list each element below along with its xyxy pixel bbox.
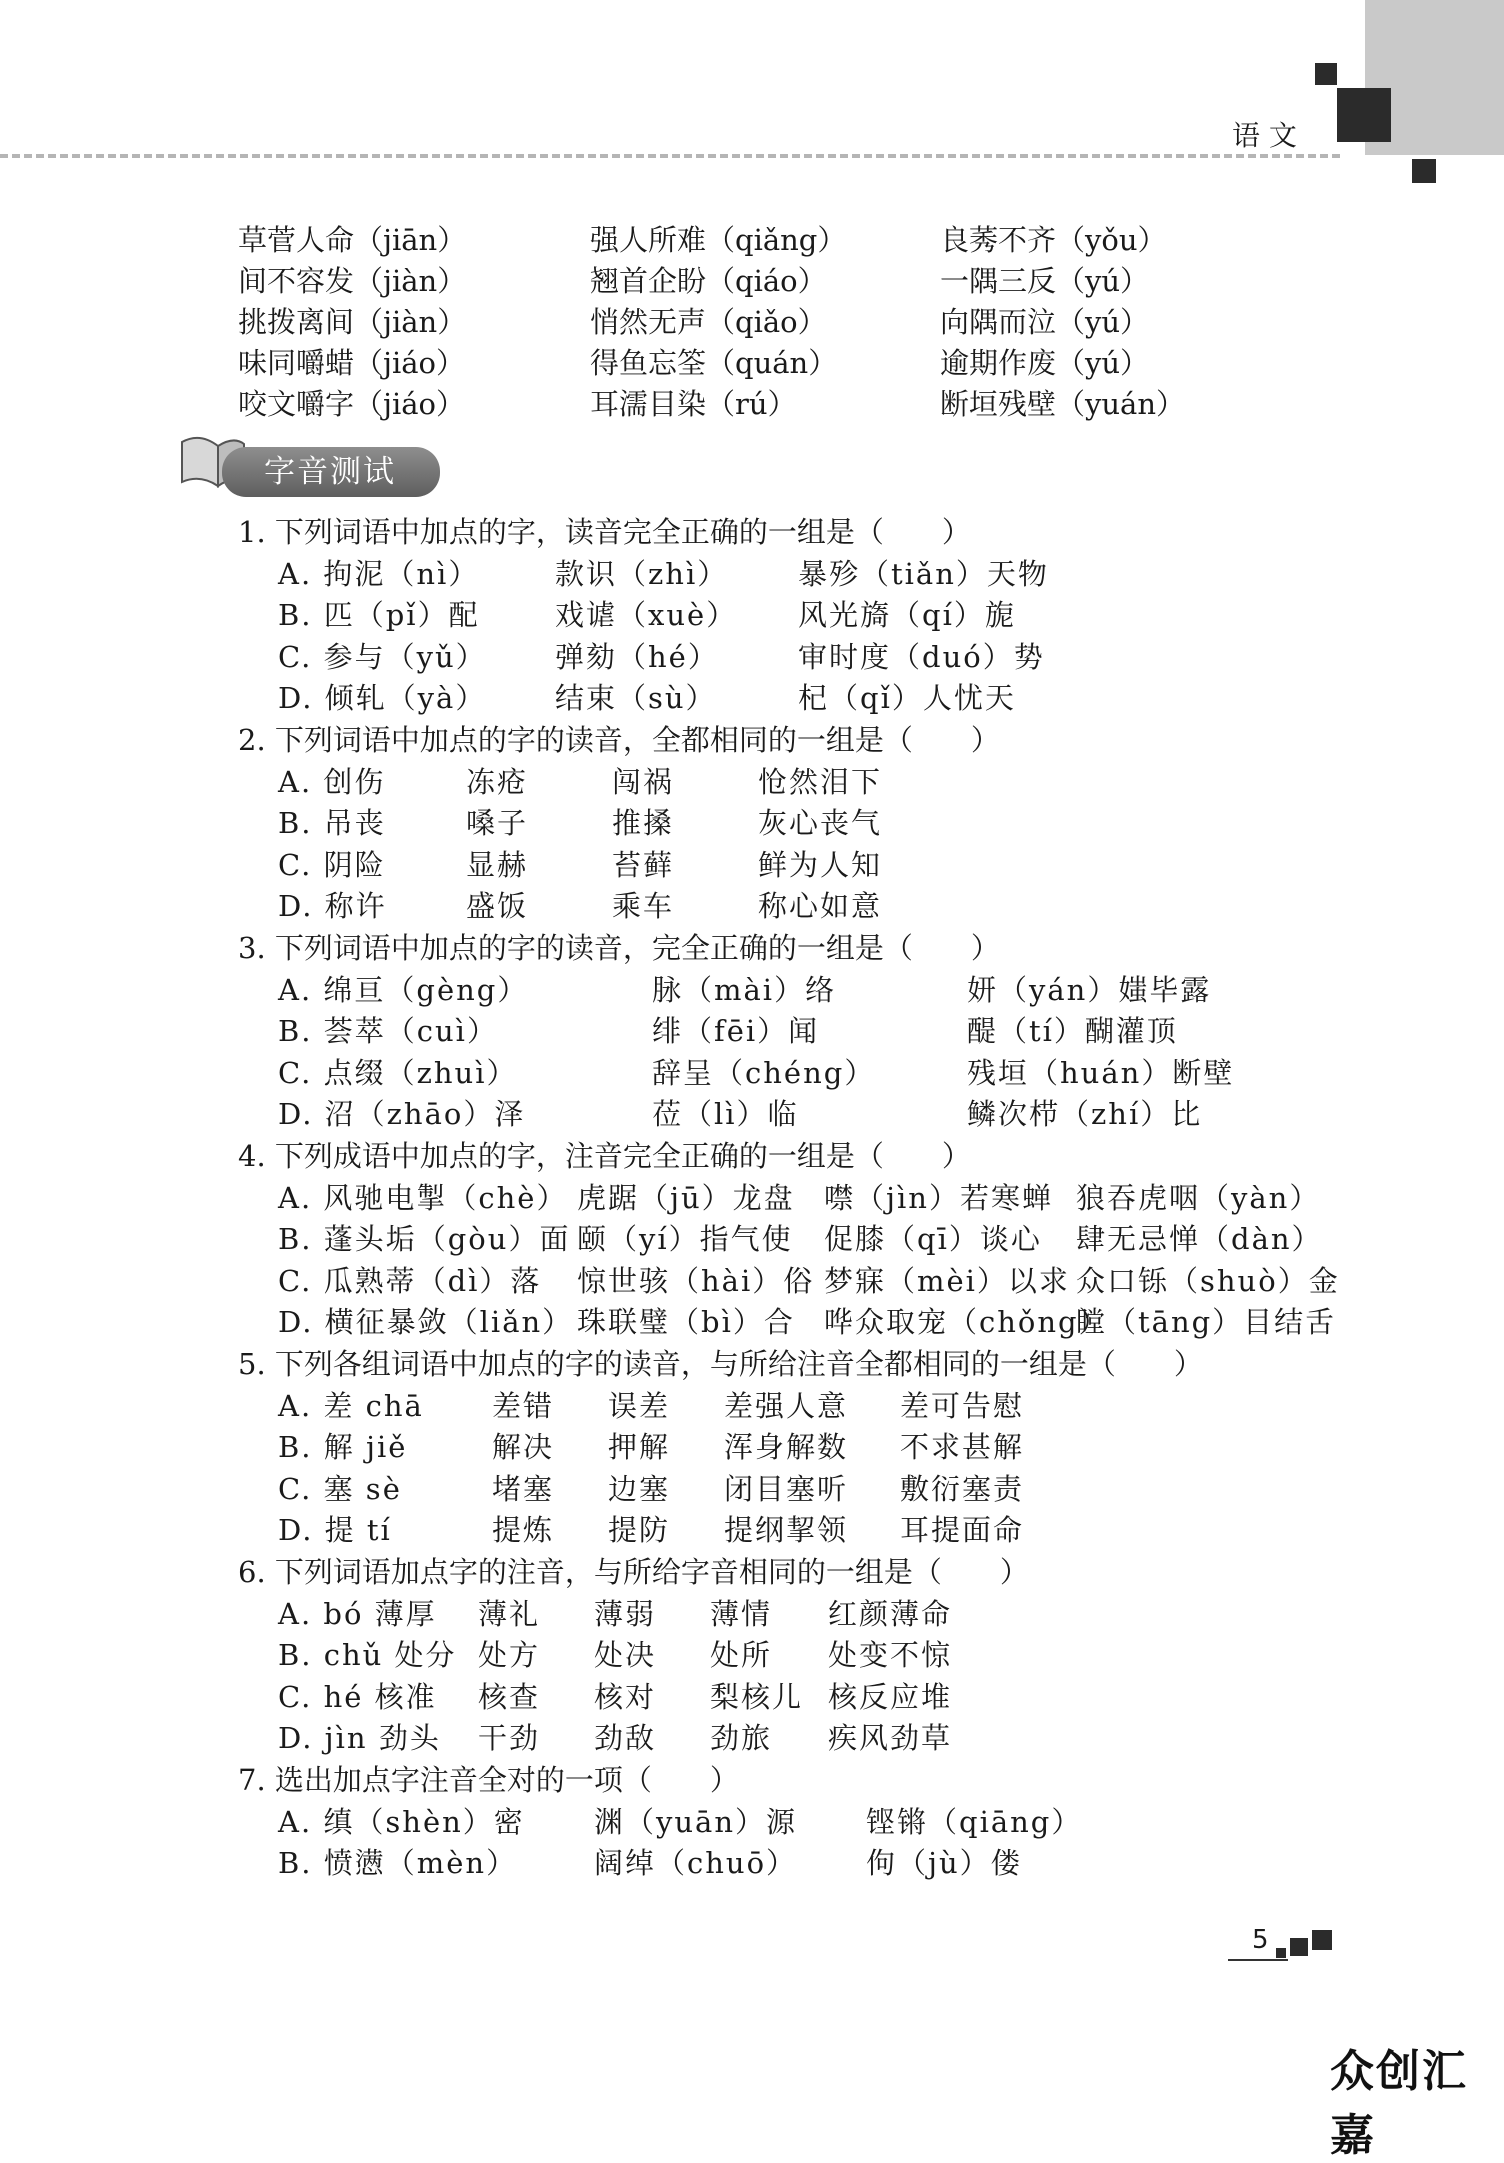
option-item: 肆无忌惮（dàn） [1076,1222,1323,1256]
vocab-item: 草菅人命（jiān） [238,223,467,257]
option-item: 灰心丧气 [758,806,883,840]
option-item: 薄情 [710,1597,773,1631]
vocab-item: 断垣残壁（yuán） [940,387,1186,421]
option-item: 闭目塞听 [724,1472,849,1506]
option-item: 审时度（duó）势 [798,640,1045,674]
option-item: 狼吞虎咽（yàn） [1076,1181,1321,1215]
option-item: 残垣（huán）断壁 [967,1056,1235,1090]
option-item: 提纲挈领 [724,1513,849,1547]
question-stem: 5. 下列各组词语中加点的字的读音，与所给注音全都相同的一组是（ ） [238,1347,1203,1381]
option-item: 绯（fēi）闻 [652,1014,820,1048]
option-item: 弹劾（hé） [555,640,719,674]
vocab-item: 挑拨离间（jiàn） [238,305,467,339]
option-item: 劲敌 [594,1721,657,1755]
option-label: A. 差 chā [278,1389,424,1423]
option-label: B. 蓬头垢（gòu）面 [278,1222,571,1256]
option-label: B. 愤懑（mèn） [278,1846,518,1880]
option-item: 噤（jìn）若寒蝉 [824,1181,1053,1215]
question-stem: 2. 下列词语中加点的字的读音，全都相同的一组是（ ） [238,723,1000,757]
option-item: 处方 [478,1638,541,1672]
option-item: 众口铄（shuò）金 [1076,1264,1340,1298]
option-item: 颐（yí）指气使 [577,1222,793,1256]
option-item: 莅（lì）临 [652,1097,799,1131]
vocab-item: 逾期作废（yú） [940,346,1150,380]
option-item: 闯祸 [612,765,675,799]
vocab-item: 强人所难（qiǎng） [590,223,847,257]
option-item: 鲜为人知 [758,848,883,882]
option-item: 妍（yán）媸毕露 [967,973,1212,1007]
option-item: 冻疮 [466,765,529,799]
option-item: 结束（sù） [555,681,717,715]
option-item: 差可告慰 [900,1389,1025,1423]
option-item: 渊（yuān）源 [594,1805,798,1839]
option-item: 戏谑（xuè） [555,598,738,632]
header-square [1315,63,1337,85]
option-item: 佝（jù）偻 [866,1846,1022,1880]
option-label: A. 缜（shèn）密 [278,1805,525,1839]
option-item: 珠联璧（bì）合 [577,1305,795,1339]
option-item: 红颜薄命 [828,1597,953,1631]
option-item: 暴殄（tiǎn）天物 [798,557,1049,591]
option-item: 解决 [492,1430,555,1464]
option-label: D. 倾轧（yà） [278,681,487,715]
footer-square [1312,1930,1332,1950]
subject-label: 语 文 [1232,119,1297,152]
option-item: 梦寐（mèi）以求 [824,1264,1070,1298]
option-label: C. hé 核准 [278,1680,437,1714]
option-label: C. 参与（yǔ） [278,640,487,674]
option-item: 杞（qǐ）人忧天 [798,681,1016,715]
option-label: D. 称许 [278,889,387,923]
footer-square [1290,1938,1308,1956]
option-item: 耳提面命 [900,1513,1025,1547]
vocab-item: 耳濡目染（rú） [590,387,797,421]
option-item: 押解 [608,1430,671,1464]
option-item: 边塞 [608,1472,671,1506]
option-item: 梨核儿 [710,1680,804,1714]
option-item: 显赫 [466,848,529,882]
option-item: 乘车 [612,889,675,923]
option-item: 不求甚解 [900,1430,1025,1464]
option-item: 提炼 [492,1513,555,1547]
option-label: A. 创伤 [278,765,386,799]
option-item: 核对 [594,1680,657,1714]
option-label: A. bó 薄厚 [278,1597,437,1631]
question-stem: 1. 下列词语中加点的字，读音完全正确的一组是（ ） [238,515,971,549]
option-item: 处变不惊 [828,1638,953,1672]
vocab-item: 悄然无声（qiǎo） [590,305,827,339]
option-label: B. 吊丧 [278,806,386,840]
option-item: 敷衍塞责 [900,1472,1025,1506]
option-item: 醍（tí）醐灌顶 [967,1014,1178,1048]
option-item: 薄弱 [594,1597,657,1631]
vocab-item: 味同嚼蜡（jiáo） [238,346,466,380]
option-item: 怆然泪下 [758,765,883,799]
option-item: 劲旅 [710,1721,773,1755]
question-stem: 7. 选出加点字注音全对的一项（ ） [238,1763,739,1797]
question-stem: 4. 下列成语中加点的字，注音完全正确的一组是（ ） [238,1139,971,1173]
option-item: 盛饭 [466,889,529,923]
section-title: 字音测试 [222,447,440,497]
option-item: 干劲 [478,1721,541,1755]
option-item: 误差 [608,1389,671,1423]
page-number-rule [1228,1959,1288,1961]
option-item: 差错 [492,1389,555,1423]
option-item: 促膝（qī）谈心 [824,1222,1042,1256]
option-label: C. 点缀（zhuì） [278,1056,518,1090]
header-square [1337,88,1391,142]
option-item: 瞠（tāng）目结舌 [1076,1305,1337,1339]
option-item: 处决 [594,1638,657,1672]
vocab-item: 得鱼忘筌（quán） [590,346,838,380]
option-item: 铿锵（qiāng） [866,1805,1083,1839]
option-item: 辞呈（chéng） [652,1056,876,1090]
option-item: 阔绰（chuō） [594,1846,798,1880]
option-label: B. chǔ 处分 [278,1638,457,1672]
option-item: 嗓子 [466,806,529,840]
option-label: B. 荟萃（cuì） [278,1014,498,1048]
vocab-item: 咬文嚼字（jiáo） [238,387,466,421]
option-item: 提防 [608,1513,671,1547]
option-item: 推搡 [612,806,675,840]
option-item: 疾风劲草 [828,1721,953,1755]
option-item: 浑身解数 [724,1430,849,1464]
option-item: 惊世骇（hài）俗 [577,1264,815,1298]
option-item: 堵塞 [492,1472,555,1506]
option-item: 核查 [478,1680,541,1714]
option-item: 虎踞（jū）龙盘 [577,1181,795,1215]
option-item: 处所 [710,1638,773,1672]
option-item: 款识（zhì） [555,557,729,591]
option-item: 鳞次栉（zhí）比 [967,1097,1203,1131]
question-stem: 6. 下列词语加点字的注音，与所给字音相同的一组是（ ） [238,1555,1029,1589]
option-item: 差强人意 [724,1389,849,1423]
vocab-item: 良莠不齐（yǒu） [940,223,1167,257]
watermark: 众创汇嘉 [1330,2046,1468,2161]
header-square [1412,159,1436,183]
option-label: C. 塞 sè [278,1472,402,1506]
option-item: 风光旖（qí）旎 [798,598,1016,632]
option-item: 脉（mài）络 [652,973,837,1007]
header-dashed-rule [0,154,1340,158]
option-label: A. 风驰电掣（chè） [278,1181,568,1215]
vocab-item: 向隅而泣（yú） [940,305,1150,339]
option-label: D. jìn 劲头 [278,1721,441,1755]
option-item: 核反应堆 [828,1680,953,1714]
option-label: A. 绵亘（gèng） [278,973,529,1007]
vocab-item: 一隅三反（yú） [940,264,1150,298]
page-number: 5 [1252,1925,1269,1955]
option-label: D. 沼（zhāo）泽 [278,1097,526,1131]
option-label: A. 拘泥（nì） [278,557,480,591]
option-item: 苔藓 [612,848,675,882]
question-stem: 3. 下列词语中加点的字的读音，完全正确的一组是（ ） [238,931,1000,965]
option-label: C. 阴险 [278,848,386,882]
option-item: 哗众取宠（chǒng） [824,1305,1110,1339]
option-label: D. 提 tí [278,1513,392,1547]
footer-square [1276,1948,1286,1958]
option-label: B. 解 jiě [278,1430,408,1464]
vocab-item: 翘首企盼（qiáo） [590,264,827,298]
option-label: B. 匹（pǐ）配 [278,598,480,632]
option-item: 薄礼 [478,1597,541,1631]
option-label: D. 横征暴敛（liǎn） [278,1305,574,1339]
option-item: 称心如意 [758,889,883,923]
option-label: C. 瓜熟蒂（dì）落 [278,1264,542,1298]
vocab-item: 间不容发（jiàn） [238,264,467,298]
